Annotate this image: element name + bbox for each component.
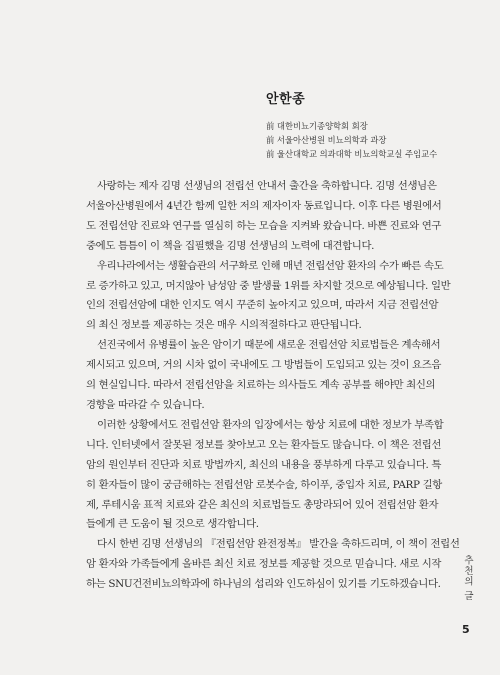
paragraph-2: 우리나라에서는 생활습관의 서구화로 인해 매년 전립선암 환자의 수가 빠른 속도 로 증가하고 있고, 머지않아 남성암 중 발생률 1위를 차지할 것으로 예상됩니다. 일반 인의 전립선암에 대한 인지도 역시 꾸준히 높아지고 있으며, 따라서 지금 전립선암 의 최신 정보를 제공하는 것은 매우 시의적절하다고 판단됩니다.: [86, 259, 451, 332]
author-info: [266, 88, 486, 161]
paragraph-3: 선진국에서 유병률이 높은 암이기 때문에 새로운 전립선암 치료법들은 계속해서 제시되고 있으며, 거의 시차 없이 국내에도 그 방법들이 도입되고 있는 것이 요즈음 의 현실입니다. 따라서 전립선암을 치료하는 의사들도 계속 공부를 해야만 최신의 경향을 따라갈 수 있습니다.: [86, 339, 442, 411]
section-side-label: 추천의 글: [462, 555, 473, 602]
paragraph-1: 사랑하는 제자 김명 선생님의 전립선 안내서 출간을 축하합니다. 김명 선생님은 서울아산병원에서 4년간 함께 일한 저의 제자이자 동료입니다. 이후 다른 병원에서 도 전립선암 진료와 연구를 열심히 하는 모습을 지켜봐 왔습니다. 바쁜 진료와 연구 중에도 틈틈이 이 책을 집필했을 김명 선생님의 노력에 대견합니다.: [86, 180, 442, 252]
page-number: 5: [462, 623, 470, 636]
author-name: 안한종: [266, 92, 306, 107]
author-role: 前 울산대학교 의과대학 비뇨의학교실 주임교수: [266, 149, 438, 159]
author-role: 前 서울아산병원 비뇨의학과 과장: [266, 135, 387, 145]
paragraph-5: 다시 한번 김명 선생님의 『전립선암 완전정복』 발간을 축하드리며, 이 책이 전립선 암 환자와 가족들에게 올바른 최신 치료 정보를 제공할 것으로 믿습니다. 새로 시작 하는 SNU건전비뇨의학과에 하나님의 섭리와 인도하심이 있기를 기도하겠습니다.: [86, 538, 460, 591]
paragraph-4: 이러한 상황에서도 전립선암 환자의 입장에서는 항상 치료에 대한 정보가 부족합 니다. 인터넷에서 잘못된 정보를 찾아보고 오는 환자들도 많습니다. 이 책은 전립선 암의 원인부터 진단과 치료 방법까지, 최신의 내용을 풍부하게 다루고 있습니다. 특 히 환자들이 많이 궁금해하는 전립선암 로봇수술, 하이푸, 중입자 치료, PARP 길항 제, 루테시움 표적 치료와 같은 최신의 치료법들도 총망라되어 있어 전립선암 환자 들에게 큰 도움이 될 것으로 생각합니다.: [86, 418, 444, 531]
recommendation-text: [86, 177, 460, 595]
author-role: 前 대한비뇨기종양학회 회장: [266, 121, 368, 131]
